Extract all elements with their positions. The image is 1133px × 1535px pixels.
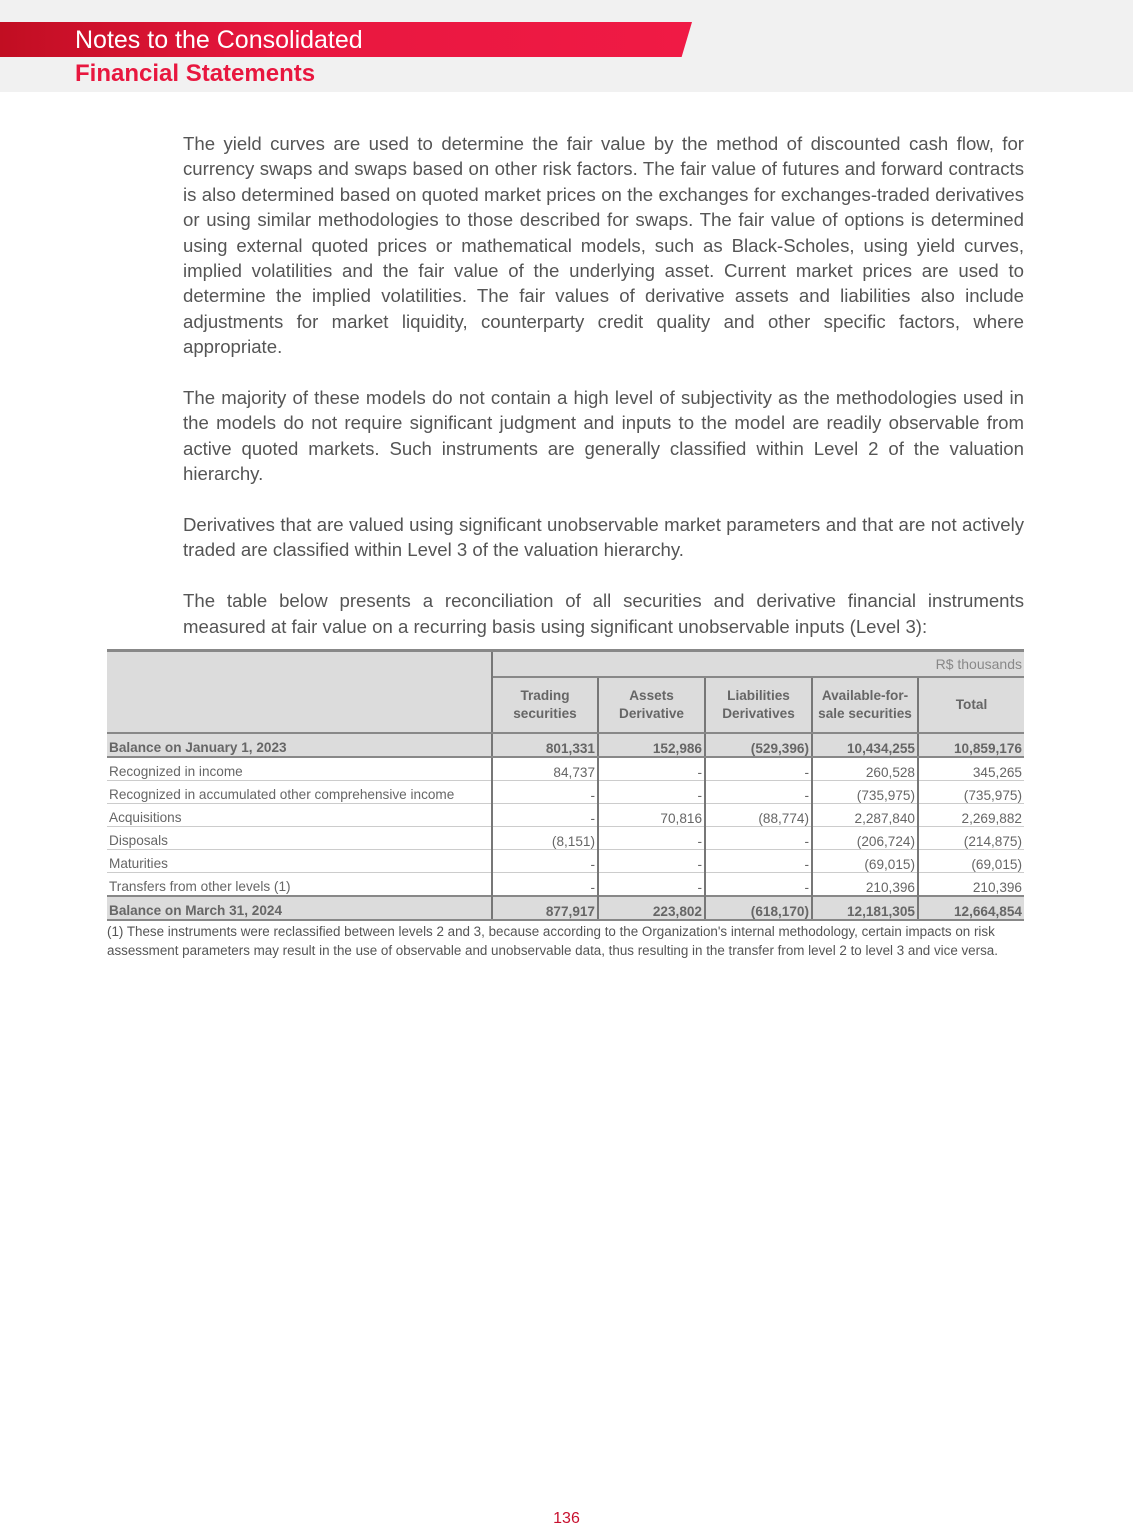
cell-value: - xyxy=(705,827,812,850)
paragraph-yield-curves: The yield curves are used to determine the fair value by the method of discounted cash flow, for currency swaps and swaps based on other risk factors. The fair value of futures and forward contracts is also determined based on quoted market prices on the exchanges for exchanges-traded derivatives or using similar methodologies to those described for swaps. The fair value of options is determined using external quoted prices or mathematical models, such as Black-Scholes, using yield curves, implied volatilities and the fair value of the underlying asset. Current market prices are used to determine the implied volatilities. The fair values of derivative assets and liabilities also include adjustments for market liquidity, counterparty credit quality and other specific factors, where appropriate. xyxy=(183,133,1024,358)
row-label: Balance on March 31, 2024 xyxy=(107,896,492,920)
content-flow xyxy=(107,131,1024,960)
table-row xyxy=(107,827,1024,850)
column-header: Liabilities Derivatives xyxy=(705,677,812,733)
cell-value: 260,528 xyxy=(812,757,918,781)
cell-value: 345,265 xyxy=(918,757,1024,781)
cell-value: 210,396 xyxy=(918,873,1024,897)
table-row xyxy=(107,781,1024,804)
table-row xyxy=(107,757,1024,781)
cell-value: 2,269,882 xyxy=(918,804,1024,827)
row-label: Maturities xyxy=(107,850,492,873)
cell-value: 801,331 xyxy=(492,733,598,757)
cell-value: 84,737 xyxy=(492,757,598,781)
row-label: Recognized in income xyxy=(107,757,492,781)
cell-value: (735,975) xyxy=(812,781,918,804)
header-title-line1: Notes to the Consolidated xyxy=(75,26,363,54)
table-row xyxy=(107,733,1024,757)
cell-value: - xyxy=(492,873,598,897)
table-row xyxy=(107,896,1024,920)
cell-value: 2,287,840 xyxy=(812,804,918,827)
row-label: Balance on January 1, 2023 xyxy=(107,733,492,757)
column-header: Available-for-sale securities xyxy=(812,677,918,733)
table-row xyxy=(107,804,1024,827)
cell-value: (8,151) xyxy=(492,827,598,850)
cell-value: (69,015) xyxy=(812,850,918,873)
cell-value: - xyxy=(492,804,598,827)
cell-value: (69,015) xyxy=(918,850,1024,873)
cell-value: 12,181,305 xyxy=(812,896,918,920)
cell-value: - xyxy=(598,757,705,781)
cell-value: 877,917 xyxy=(492,896,598,920)
paragraph-table-intro: The table below presents a reconciliation of all securities and derivative financial instruments measured at fair value on a recurring basis using significant unobservable inputs (Level 3): xyxy=(183,590,1024,637)
cell-value: (735,975) xyxy=(918,781,1024,804)
cell-value: - xyxy=(705,850,812,873)
table-unit-row xyxy=(107,651,1024,678)
unit-label: R$ thousands xyxy=(492,651,1024,678)
cell-value: - xyxy=(705,873,812,897)
cell-value: (88,774) xyxy=(705,804,812,827)
cell-value: 10,859,176 xyxy=(918,733,1024,757)
column-header: Total xyxy=(918,677,1024,733)
cell-value: 223,802 xyxy=(598,896,705,920)
cell-value: 210,396 xyxy=(812,873,918,897)
row-label: Recognized in accumulated other comprehensive income xyxy=(107,781,492,804)
cell-value: (206,724) xyxy=(812,827,918,850)
cell-value: 12,664,854 xyxy=(918,896,1024,920)
cell-value: (529,396) xyxy=(705,733,812,757)
paragraph-models: The majority of these models do not contain a high level of subjectivity as the methodologies used in the models do not require significant judgment and inputs to the model are readily observable from active quoted markets. Such instruments are generally classified within Level 2 of the valuation hierarchy. xyxy=(183,387,1024,485)
column-header: Assets Derivative xyxy=(598,677,705,733)
table-row xyxy=(107,873,1024,897)
page-number: 136 xyxy=(553,1510,580,1527)
table-footnote: (1) These instruments were reclassified between levels 2 and 3, because according to the Organization's internal methodology, certain impacts on risk assessment parameters may result in the use of observable and unobservable data, thus resulting in the transfer from level 2 to level 3 and vice versa. xyxy=(107,924,998,958)
cell-value: 70,816 xyxy=(598,804,705,827)
cell-value: - xyxy=(598,850,705,873)
level3-reconciliation-table xyxy=(107,649,1024,921)
header-title-line2: Financial Statements xyxy=(75,60,316,87)
cell-value: (214,875) xyxy=(918,827,1024,850)
cell-value: - xyxy=(598,827,705,850)
row-label: Transfers from other levels (1) xyxy=(107,873,492,897)
cell-value: 10,434,255 xyxy=(812,733,918,757)
row-label: Disposals xyxy=(107,827,492,850)
row-label: Acquisitions xyxy=(107,804,492,827)
cell-value: 152,986 xyxy=(598,733,705,757)
cell-value: - xyxy=(492,850,598,873)
table-row xyxy=(107,850,1024,873)
cell-value: (618,170) xyxy=(705,896,812,920)
column-header: Trading securities xyxy=(492,677,598,733)
cell-value: - xyxy=(705,781,812,804)
paragraph-level3: Derivatives that are valued using significant unobservable market parameters and that are not actively traded are classified within Level 3 of the valuation hierarchy. xyxy=(183,514,1024,561)
cell-value: - xyxy=(598,781,705,804)
cell-value: - xyxy=(705,757,812,781)
cell-value: - xyxy=(492,781,598,804)
cell-value: - xyxy=(598,873,705,897)
